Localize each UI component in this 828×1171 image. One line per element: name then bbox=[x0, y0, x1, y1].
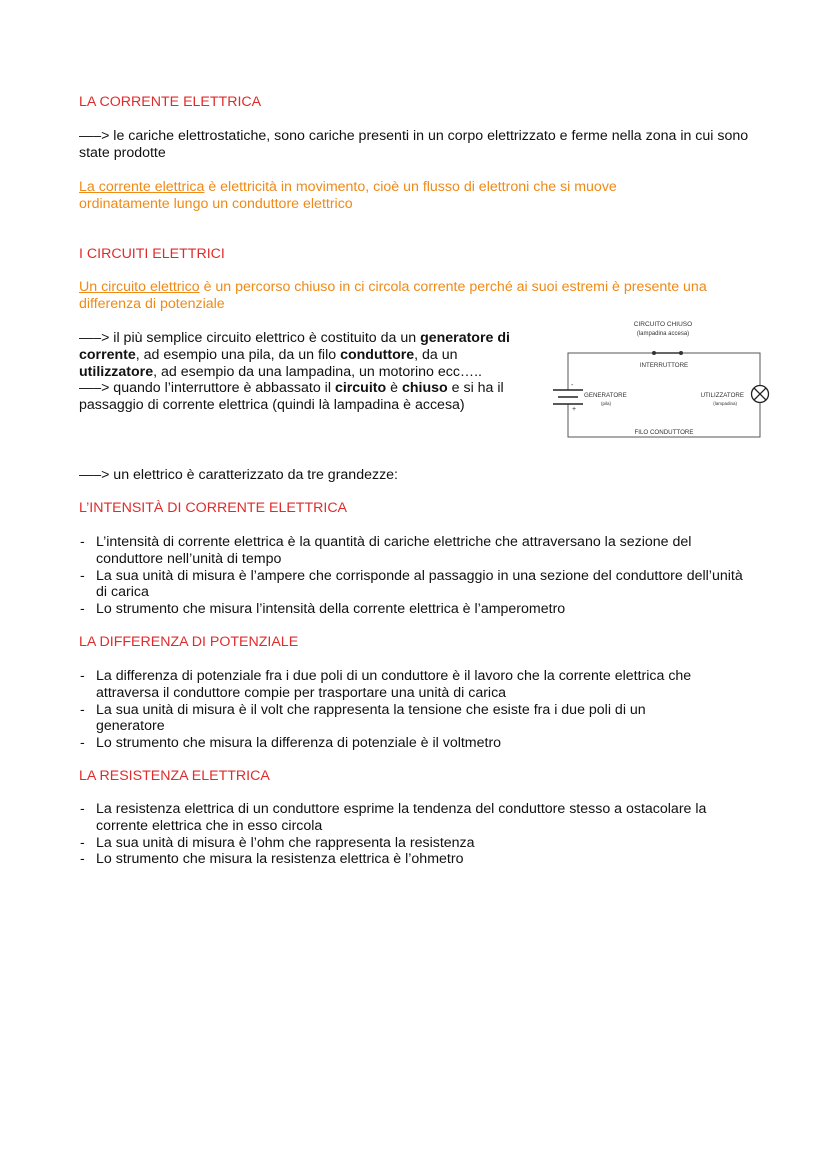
minus-sign: - bbox=[571, 382, 574, 389]
bold-circuito: circuito bbox=[334, 380, 387, 397]
list-item: - La sua unità di misura è l’ohm che rappresenta la resistenza bbox=[79, 835, 751, 852]
text: , ad esempio da una lampadina, un motorino ecc….. bbox=[153, 363, 482, 380]
bold-conduttore: conduttore bbox=[340, 346, 415, 363]
diagram-title: CIRCUITO CHIUSO bbox=[633, 321, 693, 328]
plus-sign: + bbox=[572, 406, 577, 413]
text: è bbox=[386, 380, 402, 397]
list-item: - Lo strumento che misura la differenza di potenziale è il voltmetro bbox=[79, 735, 751, 752]
lamp-icon bbox=[752, 386, 769, 403]
diagram-subtitle: (lampadina accesa) bbox=[636, 331, 690, 337]
heading-circuiti-elettrici: I CIRCUITI ELETTRICI bbox=[79, 246, 225, 262]
switch-label: INTERRUTTORE bbox=[639, 362, 689, 369]
definition-text: è un percorso chiuso in ci circola corrente perché ai suoi estremi è presente una differenza di potenziale bbox=[79, 279, 707, 312]
text: , da un bbox=[414, 346, 458, 363]
text: —–> quando l’interruttore è abbassato il bbox=[79, 380, 335, 397]
generator-sub: (pila) bbox=[601, 401, 612, 406]
bold-generatore: generatore di corrente bbox=[79, 330, 510, 363]
list-resistenza bbox=[79, 801, 751, 868]
list-intensita bbox=[79, 534, 751, 618]
text: —–> il più semplice circuito elettrico è costituito da un bbox=[79, 330, 421, 346]
bold-utilizzatore: utilizzatore bbox=[79, 363, 154, 380]
term-corrente-elettrica: La corrente elettrica bbox=[79, 179, 205, 195]
circuit-description bbox=[79, 330, 537, 414]
list-item: - La differenza di potenziale fra i due poli di un conduttore è il lavoro che la corrente elettrica che attraversa il conduttore compie per trasportare una unità di carica bbox=[79, 668, 751, 702]
bold-chiuso: chiuso bbox=[401, 380, 448, 397]
heading-corrente-elettrica: LA CORRENTE ELETTRICA bbox=[79, 94, 262, 110]
switch-symbol bbox=[652, 351, 683, 355]
heading-intensita: L’INTENSITÀ DI CORRENTE ELETTRICA bbox=[79, 500, 348, 516]
generator-label: GENERATORE bbox=[584, 392, 627, 399]
definition-text: è elettricità in movimento, cioè un flusso di elettroni che si muove ordinatamente lungo un conduttore elettrico bbox=[79, 179, 617, 212]
list-item: - La sua unità di misura è il volt che rappresenta la tensione che esiste fra i due poli di un generatore bbox=[79, 702, 708, 736]
list-item: - La resistenza elettrica di un conduttore esprime la tendenza del conduttore stesso a ostacolare la corrente elettrica che in esso circola bbox=[79, 801, 751, 835]
user-label: UTILIZZATORE bbox=[700, 392, 744, 399]
wire-label: FILO CONDUTTORE bbox=[634, 429, 694, 436]
battery-symbol bbox=[553, 390, 583, 404]
user-sub: (lampadina) bbox=[713, 401, 737, 406]
list-item: - Lo strumento che misura l’intensità della corrente elettrica è l’amperometro bbox=[79, 601, 751, 618]
list-differenza-potenziale bbox=[79, 668, 751, 752]
paragraph-cariche-elettrostatiche: —–> le cariche elettrostatiche, sono cariche presenti in un corpo elettrizzato e ferme nella zona in cui sono state prodotte bbox=[79, 128, 749, 161]
heading-differenza-potenziale: LA DIFFERENZA DI POTENZIALE bbox=[79, 634, 299, 650]
paragraph-tre-grandezze: —–> un elettrico è caratterizzato da tre grandezze: bbox=[79, 467, 398, 483]
definition-circuito-elettrico bbox=[79, 279, 739, 313]
list-item: - Lo strumento che misura la resistenza elettrica è l’ohmetro bbox=[79, 851, 751, 868]
text: e si ha il passaggio di corrente elettrica (quindi là lampadina è accesa) bbox=[79, 380, 504, 414]
definition-corrente-elettrica bbox=[79, 179, 679, 213]
heading-resistenza: LA RESISTENZA ELETTRICA bbox=[79, 768, 270, 784]
list-item: - L’intensità di corrente elettrica è la quantità di cariche elettriche che attraversano la sezione del conduttore nell’unità di tempo bbox=[79, 534, 751, 568]
term-circuito-elettrico: Un circuito elettrico bbox=[79, 279, 200, 295]
list-item: - La sua unità di misura è l’ampere che corrisponde al passaggio in una sezione del conduttore dell’unità di carica bbox=[79, 568, 751, 602]
circuit-diagram bbox=[551, 318, 775, 444]
text: , ad esempio una pila, da un filo bbox=[135, 346, 341, 363]
